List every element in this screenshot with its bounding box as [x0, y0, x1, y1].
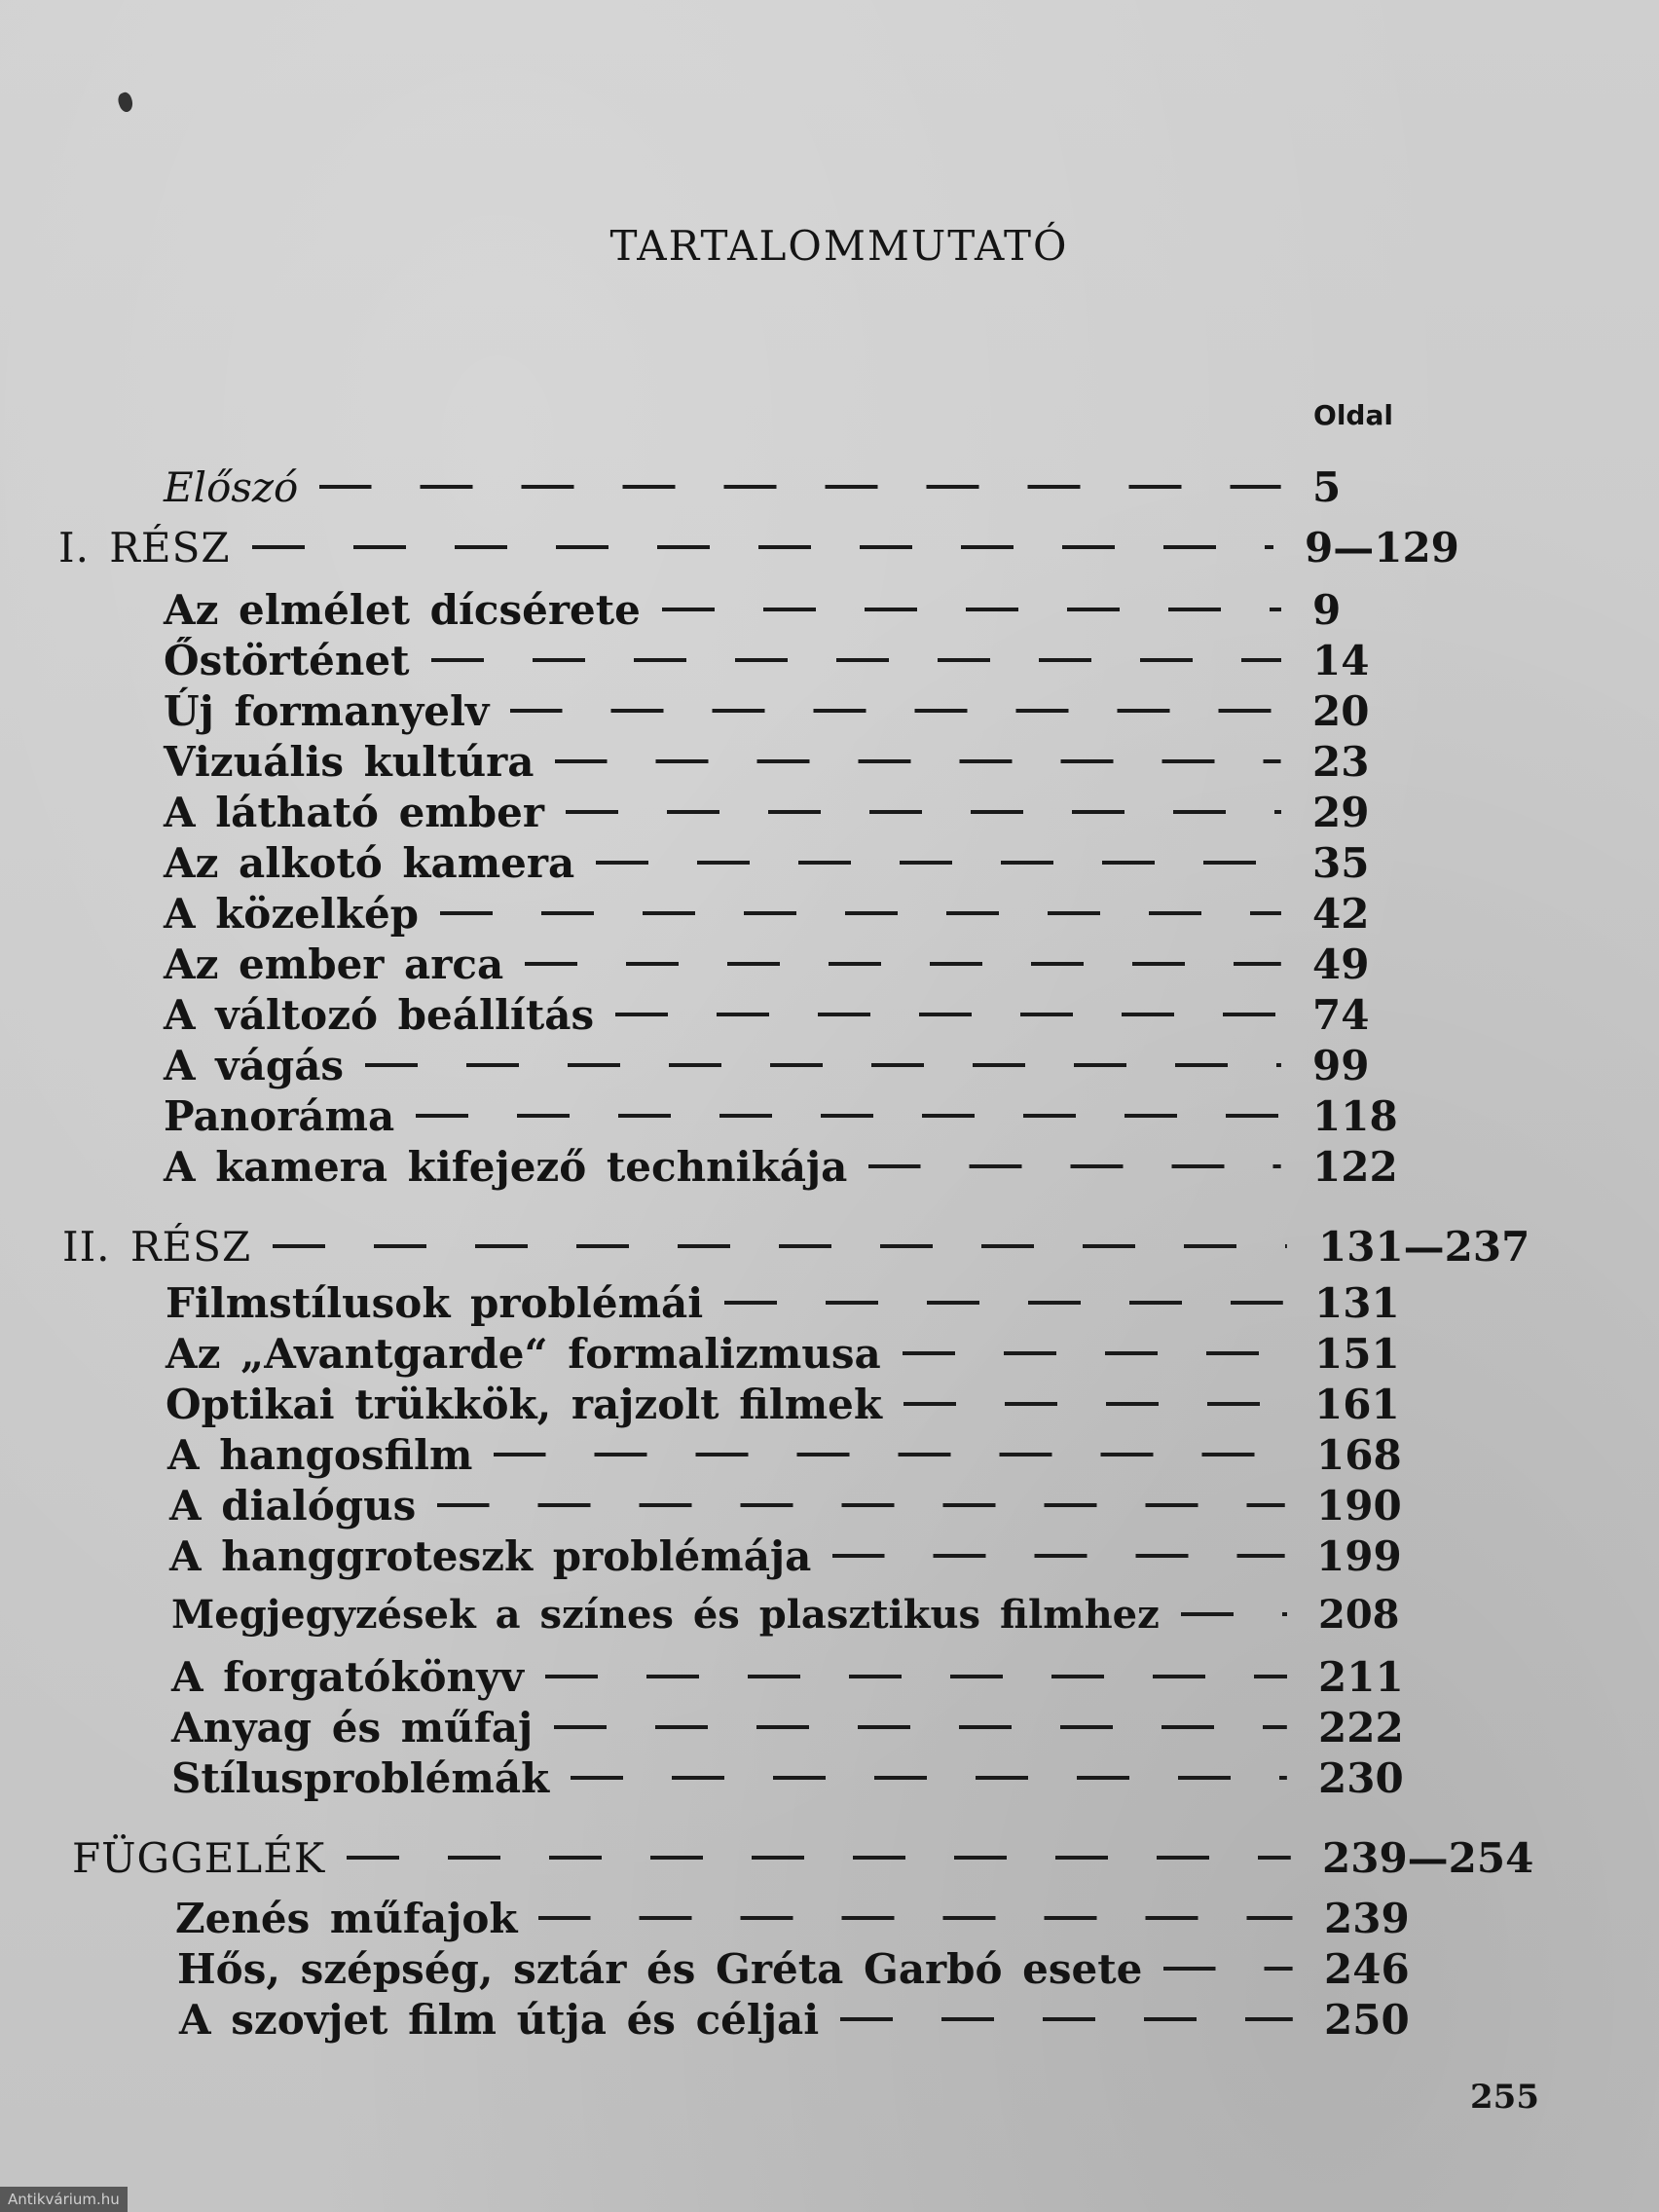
- toc-entry-label: A kamera kifejező technikája: [164, 1142, 848, 1191]
- toc-entry: [164, 989, 1429, 1040]
- toc-entry: [171, 1651, 1435, 1702]
- leader-dashes: [615, 1013, 1281, 1016]
- leader-dashes: [252, 545, 1273, 549]
- toc-entry-label: A változó beállítás: [164, 990, 595, 1039]
- toc-entry-label: Stílusproblémák: [171, 1753, 550, 1802]
- toc-entry-page: 199: [1316, 1531, 1402, 1580]
- toc-entry-page: 118: [1312, 1091, 1398, 1140]
- page-number: 255: [1470, 2078, 1539, 2117]
- toc-entry: [164, 685, 1429, 736]
- toc-entry-page: 20: [1312, 686, 1370, 735]
- toc-entry-label: Anyag és műfaj: [171, 1703, 534, 1751]
- toc-entry: [171, 1752, 1435, 1803]
- leader-dashes: [596, 861, 1281, 865]
- toc-entry-label: Az elmélet dícsérete: [164, 585, 641, 634]
- toc-entry: [164, 888, 1429, 939]
- toc-entry-page: 250: [1324, 1995, 1410, 2044]
- toc-entry-label: I. RÉSZ: [58, 523, 231, 571]
- toc-entry: [167, 1429, 1433, 1480]
- toc-entry: [171, 1589, 1435, 1640]
- toc-entry-label: A forgatókönyv: [171, 1652, 524, 1701]
- toc-entry: [164, 635, 1429, 685]
- toc-entry-page: 5: [1312, 462, 1342, 511]
- toc-entry: [166, 1379, 1431, 1429]
- toc-entry-label: Előszó: [164, 462, 299, 511]
- toc-entry-page: 42: [1312, 889, 1370, 938]
- toc-entry-label: Megjegyzések a színes és plasztikus filmhez: [171, 1591, 1160, 1638]
- leader-dashes: [662, 608, 1281, 611]
- toc-entry-page: 122: [1312, 1142, 1398, 1191]
- page-title: TARTALOMMUTATÓ: [609, 222, 1069, 270]
- toc-entry-page: 239: [1324, 1894, 1410, 1942]
- leader-dashes: [273, 1244, 1287, 1248]
- toc-entry-page: 131—237: [1318, 1222, 1530, 1271]
- leader-dashes: [555, 759, 1281, 763]
- leader-dashes: [538, 1916, 1293, 1920]
- toc-entry: [164, 1141, 1429, 1192]
- leader-dashes: [525, 962, 1281, 966]
- toc-entry-label: A hanggroteszk problémája: [169, 1531, 812, 1580]
- toc-entry-label: A látható ember: [164, 788, 544, 836]
- toc-entry: [164, 939, 1429, 989]
- toc-entry: [169, 1530, 1433, 1581]
- leader-dashes: [571, 1776, 1287, 1780]
- toc-entry-page: 9—129: [1305, 523, 1459, 571]
- toc-part-1: [58, 522, 1519, 572]
- leader-dashes: [510, 709, 1281, 713]
- toc-entry-page: 151: [1314, 1329, 1400, 1378]
- toc-entry-page: 29: [1312, 788, 1370, 836]
- toc-entry-page: 222: [1318, 1703, 1404, 1751]
- leader-dashes: [1181, 1612, 1287, 1616]
- leader-dashes: [903, 1351, 1283, 1355]
- toc-entry-label: Hős, szépség, sztár és Gréta Garbó esete: [177, 1944, 1143, 1993]
- toc-entry-page: 230: [1318, 1753, 1404, 1802]
- toc-entry-page: 208: [1318, 1591, 1400, 1638]
- toc-entry: [166, 1328, 1431, 1379]
- leader-dashes: [903, 1402, 1283, 1406]
- toc-entry-page: 246: [1324, 1944, 1410, 1993]
- toc-entry: [164, 736, 1429, 787]
- toc-entry-label: A szovjet film útja és céljai: [179, 1995, 820, 2044]
- toc-entry: [164, 787, 1429, 837]
- toc-entry-preface: [164, 461, 1419, 512]
- toc-entry: [171, 1702, 1435, 1752]
- leader-dashes: [440, 911, 1281, 915]
- toc-entry-label: Őstörténet: [164, 636, 410, 684]
- leader-dashes: [832, 1554, 1285, 1558]
- toc-entry-label: Új formanyelv: [164, 686, 490, 735]
- toc-entry: [166, 1277, 1431, 1328]
- leader-dashes: [319, 485, 1281, 489]
- watermark: Antikvárium.hu: [0, 2187, 128, 2212]
- toc-entry-label: Zenés műfajok: [175, 1894, 518, 1942]
- leader-dashes: [566, 810, 1281, 814]
- toc-entry-label: Panoráma: [164, 1091, 395, 1140]
- toc-entry-page: 9: [1312, 585, 1342, 634]
- toc-entry-label: Az alkotó kamera: [164, 838, 575, 887]
- toc-entry: [164, 1040, 1429, 1090]
- toc-entry-page: 239—254: [1322, 1833, 1534, 1882]
- toc-entry-label: II. RÉSZ: [62, 1222, 252, 1271]
- toc-entry-label: Vizuális kultúra: [164, 737, 535, 786]
- toc-entry-label: Optikai trükkök, rajzolt filmek: [166, 1380, 882, 1428]
- toc-entry-page: 23: [1312, 737, 1370, 786]
- leader-dashes: [724, 1301, 1283, 1305]
- toc-entry-label: A hangosfilm: [167, 1430, 473, 1479]
- toc-entry-page: 168: [1316, 1430, 1402, 1479]
- leader-dashes: [494, 1453, 1285, 1456]
- toc-entry: [169, 1480, 1433, 1530]
- toc-entry-label: A közelkép: [164, 889, 420, 938]
- toc-entry-label: Filmstílusok problémái: [166, 1278, 704, 1327]
- toc-entry: [179, 1994, 1441, 2045]
- toc-entry-page: 35: [1312, 838, 1370, 887]
- toc-entry-label: FÜGGELÉK: [72, 1833, 326, 1882]
- toc-entry-page: 14: [1312, 636, 1370, 684]
- toc-entry-page: 190: [1316, 1481, 1402, 1530]
- leader-dashes: [437, 1503, 1285, 1507]
- leader-dashes: [431, 658, 1281, 662]
- toc-entry-page: 99: [1312, 1041, 1370, 1089]
- leader-dashes: [545, 1675, 1287, 1678]
- toc-entry-page: 161: [1314, 1380, 1400, 1428]
- toc-entry: [164, 584, 1429, 635]
- page-column-label: Oldal: [1313, 399, 1393, 431]
- toc-part-2: [62, 1221, 1542, 1272]
- leader-dashes: [347, 1856, 1291, 1860]
- leader-dashes: [1163, 1967, 1293, 1971]
- toc-entry-label: Az ember arca: [164, 940, 504, 988]
- toc-entry-page: 131: [1314, 1278, 1400, 1327]
- toc-appendix: [72, 1832, 1546, 1883]
- leader-dashes: [840, 2017, 1293, 2021]
- toc-entry: [175, 1893, 1441, 1943]
- leader-dashes: [868, 1164, 1281, 1168]
- toc-entry-label: A vágás: [164, 1041, 345, 1089]
- toc-entry: [164, 837, 1429, 888]
- toc-entry-label: Az „Avantgarde“ formalizmusa: [166, 1329, 881, 1378]
- toc-entry-page: 49: [1312, 940, 1370, 988]
- toc-entry-page: 211: [1318, 1652, 1404, 1701]
- toc-entry: [164, 1090, 1429, 1141]
- toc-entry-label: A dialógus: [169, 1481, 417, 1530]
- leader-dashes: [365, 1063, 1281, 1067]
- leader-dashes: [554, 1725, 1287, 1729]
- leader-dashes: [416, 1114, 1281, 1118]
- toc-entry-page: 74: [1312, 990, 1370, 1039]
- toc-entry: [177, 1943, 1441, 1994]
